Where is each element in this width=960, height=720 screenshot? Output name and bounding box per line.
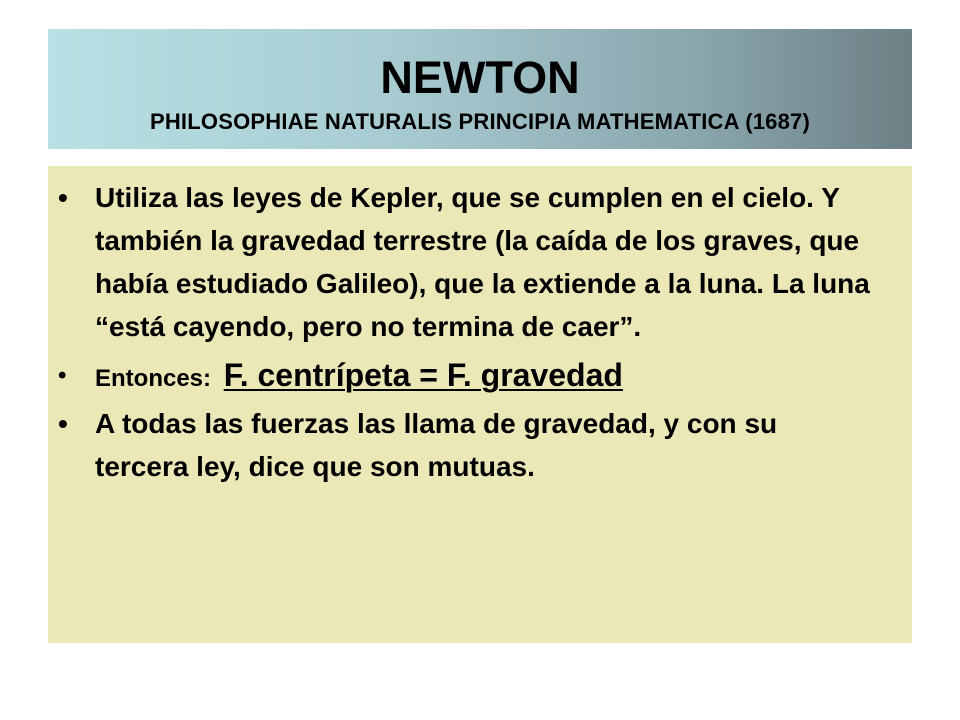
bullet-item — [48, 176, 912, 348]
bullet-icon: • — [58, 362, 67, 389]
bullet-text: Utiliza las leyes de Kepler, que se cumplen en el cielo. Y también la gravedad terrestre (la caída de los graves, que había estudiado Galileo), que la extiende a la luna. La luna “está cayendo, pero no termina de caer”. — [95, 182, 870, 342]
slide-title: NEWTON — [380, 52, 580, 103]
bullet-list — [48, 176, 912, 488]
bullet-icon: • — [58, 408, 68, 439]
slide-subtitle: PHILOSOPHIAE NATURALIS PRINCIPIA MATHEMATICA (1687) — [149, 109, 811, 134]
bullet-icon: • — [58, 182, 68, 213]
bullet-item — [48, 354, 912, 400]
title-band — [48, 29, 912, 149]
bullet-text: A todas las fuerzas las llama de gravedad, y con su tercera ley, dice que son mutuas. — [95, 408, 778, 482]
formula-text: F. centrípeta = F. gravedad — [223, 357, 623, 393]
bullet-lead-text: Entonces: — [95, 365, 212, 392]
content-box — [48, 166, 912, 643]
bullet-item — [48, 402, 912, 488]
